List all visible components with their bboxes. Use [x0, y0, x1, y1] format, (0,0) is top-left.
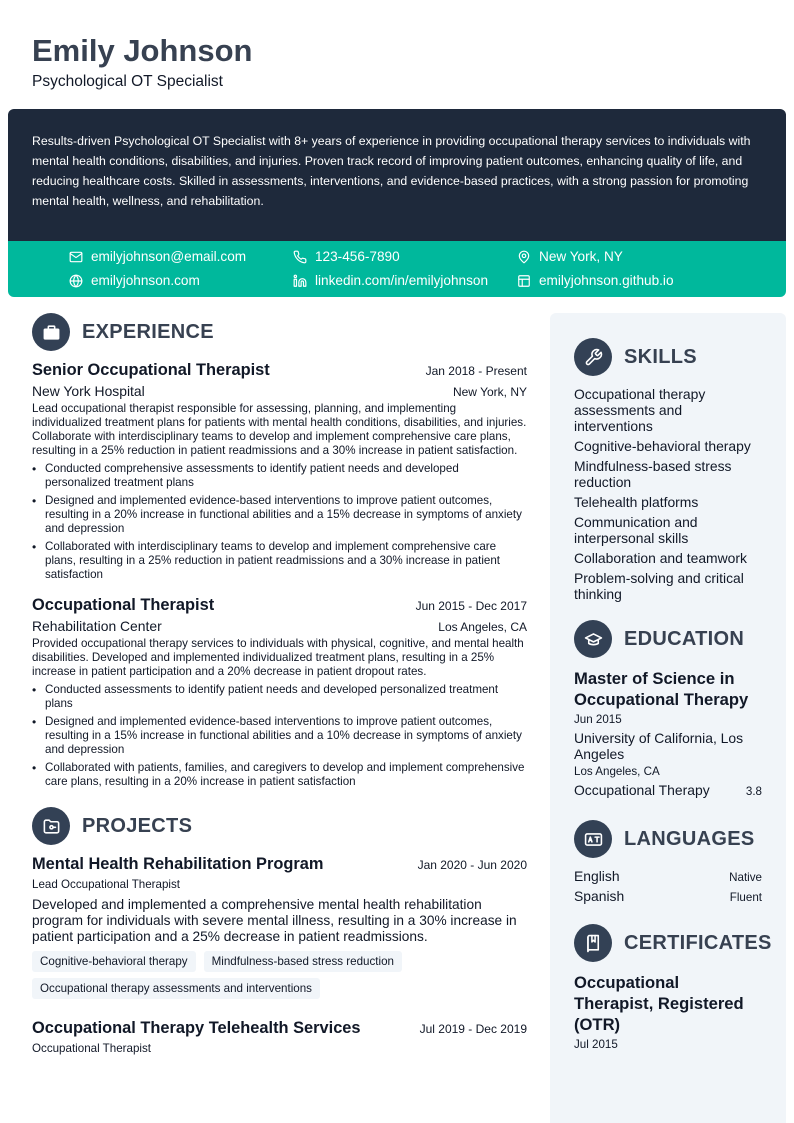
job-bullet: • Designed and implemented evidence-based interventions to improve patient outcomes, resulting in a 15% increase in functional abilities and a 10% decrease in symptoms of anxiety and depression — [32, 715, 527, 757]
mail-icon — [69, 250, 83, 264]
linkedin-text: linkedin.com/in/emilyjohnson — [315, 273, 489, 288]
project-role: Occupational Therapist — [32, 1042, 152, 1055]
website-text: emilyjohnson.com — [91, 273, 200, 288]
job-description: Provided occupational therapy services to individuals with physical, cognitive, and mental health disabilities. Developed and implemented individualized treatment plans, resulting in a 25% increase in patient participation and a 20% decrease in patient dropout rates. — [32, 637, 524, 678]
job-bullet: • Conducted assessments to identify patient needs and developed personalized treatment plans — [32, 683, 527, 711]
certificate-icon — [574, 924, 612, 962]
contact-bar — [8, 241, 786, 297]
education-school: University of California, Los Angeles — [574, 730, 744, 762]
folder-icon — [32, 807, 70, 845]
contact-phone[interactable] — [293, 249, 400, 264]
skill-item: Telehealth platforms — [574, 494, 699, 510]
candidate-name: Emily Johnson — [32, 33, 253, 68]
languages-section-header — [574, 820, 762, 858]
contact-website[interactable] — [69, 273, 200, 288]
education-date: Jun 2015 — [574, 713, 622, 726]
project-description: Developed and implemented a comprehensive mental health rehabilitation program for individuals with severe mental illness, resulting in a 30% increase in patient participation and a 25% decrease in patient readmissions. — [32, 897, 517, 944]
education-heading: EDUCATION — [624, 627, 745, 650]
project-tag: Cognitive-behavioral therapy — [32, 951, 196, 972]
education-location: Los Angeles, CA — [574, 765, 660, 778]
skills-heading: SKILLS — [624, 345, 697, 368]
job-location: Los Angeles, CA — [438, 620, 527, 634]
location-text: New York, NY — [539, 249, 623, 264]
phone-icon — [293, 250, 307, 264]
experience-section-header — [32, 313, 527, 351]
sidebar-column — [550, 313, 786, 1123]
language-level: Native — [729, 871, 762, 884]
job-bullet: • Conducted comprehensive assessments to identify patient needs and developed personalized treatment plans — [32, 462, 527, 490]
job-date: Jan 2018 - Present — [425, 364, 527, 378]
candidate-title: Psychological OT Specialist — [32, 73, 223, 90]
certificate-date: Jul 2015 — [574, 1038, 618, 1051]
portfolio-icon — [517, 274, 531, 288]
job-description: Lead occupational therapist responsible for assessing, planning, and implementing individualized treatment plans for patients with mental health conditions, disabilities, and injuries. Collaborate with interdisciplinary teams to develop and implement comprehensive care plans, resulting in a 25% reduction in patient readmissions and a 30% increase in patient satisfaction. — [32, 402, 527, 457]
job-date: Jun 2015 - Dec 2017 — [415, 599, 527, 613]
language-name: Spanish — [574, 888, 625, 904]
job-title: Senior Occupational Therapist — [32, 361, 270, 379]
summary-block — [8, 109, 786, 297]
language-item — [574, 888, 762, 904]
project-item — [32, 855, 527, 1005]
job-bullet: • Collaborated with interdisciplinary teams to develop and implement comprehensive care plans, resulting in a 25% reduction in patient readmissions and a 30% increase in patient satisfaction — [32, 540, 527, 582]
project-date: Jul 2019 - Dec 2019 — [419, 1022, 527, 1036]
skill-item: Cognitive-behavioral therapy — [574, 438, 751, 454]
certificates-heading: CERTIFICATES — [624, 931, 772, 954]
job-organization: New York Hospital — [32, 383, 145, 399]
linkedin-icon — [293, 274, 307, 288]
experience-heading: EXPERIENCE — [82, 320, 214, 343]
skill-item: Mindfulness-based stress reduction — [574, 458, 732, 490]
globe-icon — [69, 274, 83, 288]
skill-item: Communication and interpersonal skills — [574, 514, 698, 546]
contact-linkedin[interactable] — [293, 273, 488, 288]
resume-header — [32, 32, 252, 91]
project-item — [32, 1019, 527, 1055]
education-gpa: 3.8 — [745, 785, 762, 798]
language-level: Fluent — [729, 891, 762, 904]
job-organization: Rehabilitation Center — [32, 618, 162, 634]
contact-email[interactable] — [69, 249, 246, 264]
contact-location — [517, 249, 623, 264]
skill-item: Collaboration and teamwork — [574, 550, 747, 566]
project-role: Lead Occupational Therapist — [32, 878, 181, 891]
job-location: New York, NY — [452, 385, 527, 399]
project-tag: Occupational therapy assessments and interventions — [32, 978, 320, 999]
github-text: emilyjohnson.github.io — [539, 273, 674, 288]
phone-text: 123-456-7890 — [315, 249, 400, 264]
skill-item: Occupational therapy assessments and interventions — [574, 386, 706, 434]
briefcase-icon — [32, 313, 70, 351]
project-title: Mental Health Rehabilitation Program — [32, 855, 324, 873]
job-bullet: • Designed and implemented evidence-based interventions to improve patient outcomes, resulting in a 20% increase in functional abilities and a 15% decrease in symptoms of anxiety and depression — [32, 494, 527, 536]
job-bullet: • Collaborated with patients, families, and caregivers to develop and implement comprehensive care plans, resulting in a 20% increase in patient satisfaction — [32, 761, 527, 789]
skill-item: Problem-solving and critical thinking — [574, 570, 744, 602]
languages-heading: LANGUAGES — [624, 827, 755, 850]
project-date: Jan 2020 - Jun 2020 — [417, 858, 527, 872]
skills-section-header — [574, 338, 762, 376]
projects-section-header — [32, 807, 527, 845]
experience-item — [32, 596, 527, 789]
language-item — [574, 868, 762, 884]
contact-github[interactable] — [517, 273, 674, 288]
project-tag: Mindfulness-based stress reduction — [204, 951, 402, 972]
experience-item — [32, 361, 527, 582]
education-section-header — [574, 620, 762, 658]
projects-heading: PROJECTS — [82, 814, 193, 837]
graduation-cap-icon — [574, 620, 612, 658]
certificates-section-header — [574, 924, 772, 962]
wrench-icon — [574, 338, 612, 376]
map-pin-icon — [517, 250, 531, 264]
project-title: Occupational Therapy Telehealth Services — [32, 1019, 361, 1037]
education-degree: Master of Science in Occupational Therapy — [574, 669, 749, 709]
education-field: Occupational Therapy — [574, 782, 710, 798]
language-name: English — [574, 868, 620, 884]
summary-text: Results-driven Psychological OT Specialist with 8+ years of experience in providing occupational therapy services to individuals with mental health conditions, disabilities, and injuries. Proven track record of improving patient outcomes, enhancing quality of life, and reducing healthcare costs. Skilled in assessments, interventions, and evidence-based practices, with a strong passion for promoting mental health, wellness, and rehabilitation. — [8, 109, 786, 241]
translate-icon — [574, 820, 612, 858]
email-text: emilyjohnson@email.com — [91, 249, 247, 264]
main-column — [32, 313, 527, 1069]
certificate-name: Occupational Therapist, Registered (OTR) — [574, 973, 744, 1034]
job-title: Occupational Therapist — [32, 596, 215, 614]
